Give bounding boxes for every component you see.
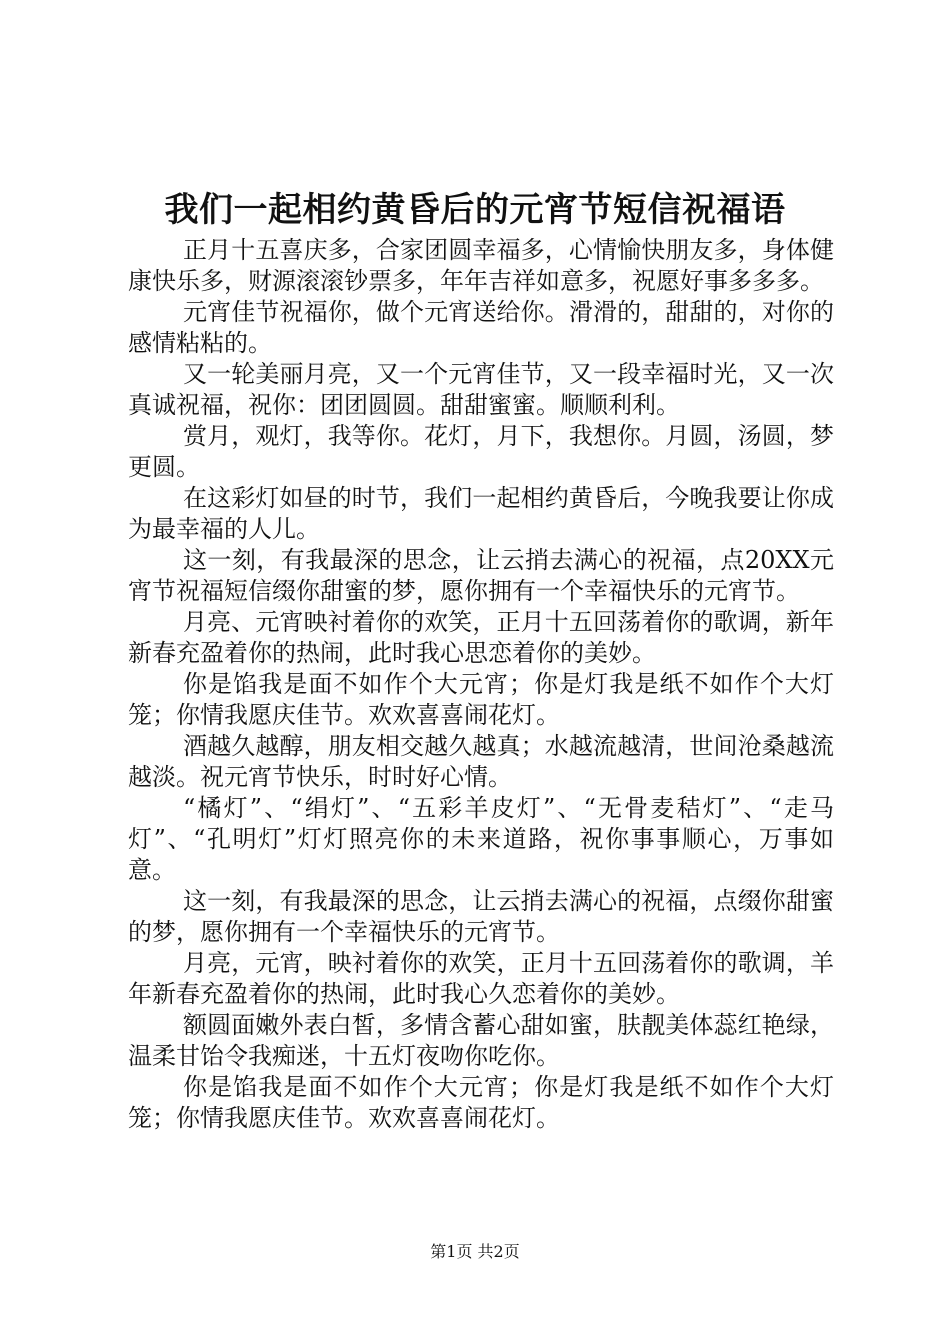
paragraph: 这一刻，有我最深的思念，让云捎去满心的祝福，点缀你甜蜜的梦，愿你拥有一个幸福快乐的元宵节。	[128, 887, 834, 946]
paragraph: 额圆面嫩外表白皙，多情含蓄心甜如蜜，肤靓美体蕊红艳绿，温柔甘饴令我痴迷，十五灯夜吻你吃你。	[128, 1011, 834, 1070]
paragraph: 正月十五喜庆多，合家团圆幸福多，心情愉快朋友多，身体健康快乐多，财源滚滚钞票多，年年吉祥如意多，祝愿好事多多多。	[128, 236, 834, 295]
paragraph: “橘灯”、“绢灯”、“五彩羊皮灯”、“无骨麦秸灯”、“走马灯”、“孔明灯”灯灯照亮你的未来道路，祝你事事顺心，万事如意。	[128, 794, 834, 884]
paragraph: 你是馅我是面不如作个大元宵；你是灯我是纸不如作个大灯笼；你情我愿庆佳节。欢欢喜喜闹花灯。	[128, 670, 834, 729]
paragraph: 又一轮美丽月亮，又一个元宵佳节，又一段幸福时光，又一次真诚祝福，祝你：团团圆圆。甜甜蜜蜜。顺顺利利。	[128, 360, 834, 419]
paragraph: 元宵佳节祝福你，做个元宵送给你。滑滑的，甜甜的，对你的感情粘粘的。	[128, 298, 834, 357]
paragraph: 月亮、元宵映衬着你的欢笑，正月十五回荡着你的歌调，新年新春充盈着你的热闹，此时我心思恋着你的美妙。	[128, 608, 834, 667]
document-title: 我们一起相约黄昏后的元宵节短信祝福语	[164, 190, 786, 230]
paragraph: 赏月，观灯，我等你。花灯，月下，我想你。月圆，汤圆，梦更圆。	[128, 422, 834, 481]
document-body	[128, 235, 834, 1134]
paragraph: 月亮，元宵，映衬着你的欢笑，正月十五回荡着你的歌调，羊年新春充盈着你的热闹，此时我心久恋着你的美妙。	[128, 949, 834, 1008]
paragraph: 在这彩灯如昼的时节，我们一起相约黄昏后，今晚我要让你成为最幸福的人儿。	[128, 484, 834, 543]
paragraph: 酒越久越醇，朋友相交越久越真；水越流越清，世间沧桑越流越淡。祝元宵节快乐，时时好心情。	[128, 732, 834, 791]
paragraph: 这一刻，有我最深的思念，让云捎去满心的祝福，点20XX元宵节祝福短信缀你甜蜜的梦，愿你拥有一个幸福快乐的元宵节。	[128, 546, 834, 605]
page-number-footer: 第1页 共2页	[430, 1242, 520, 1261]
paragraph: 你是馅我是面不如作个大元宵；你是灯我是纸不如作个大灯笼；你情我愿庆佳节。欢欢喜喜闹花灯。	[128, 1073, 834, 1132]
